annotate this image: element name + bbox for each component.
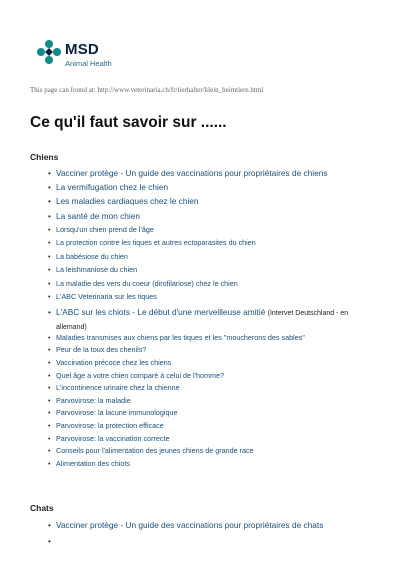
link-text[interactable]: Lorsqu'un chien prend de l'âge [56, 224, 154, 234]
link-text[interactable]: Peur de la toux des chenils? [56, 345, 147, 355]
list-item[interactable]: • La leishmaniose du chien [48, 265, 138, 275]
source-url-note: This page can found at: http://www.veterinaria.ch/fr/tierhalter/klein_heimtiere.html [30, 86, 264, 94]
list-item: • [48, 536, 51, 546]
list-item[interactable]: • Quel âge a votre chien comparé à celui de l'homme? [48, 370, 224, 380]
link-text[interactable]: L'ABC sur les chiots - Le début d'une merveilleuse amitié [56, 306, 266, 317]
link-text[interactable]: La maladie des vers du coeur (dirofilariose) chez le chien [56, 278, 238, 288]
section-heading-chiens: Chiens [30, 152, 59, 162]
link-text[interactable]: Alimentation des chiots [56, 458, 130, 468]
link-text[interactable]: La leishmaniose du chien [56, 265, 138, 275]
list-item[interactable]: • Peur de la toux des chenils? [48, 345, 147, 355]
link-text[interactable]: Vacciner protège - Un guide des vaccinations pour propriétaires de chats [56, 520, 324, 530]
section-heading-chats: Chats [30, 503, 54, 513]
list-item[interactable]: • Vacciner protège - Un guide des vaccinations pour propriétaires de chats [48, 520, 324, 530]
link-text[interactable]: La babésiose du chien [56, 251, 128, 261]
list-item[interactable]: • Alimentation des chiots [48, 458, 130, 468]
logo-subtitle: Animal Health [65, 59, 112, 68]
list-item[interactable]: • Parvovirose: la maladie [48, 395, 131, 405]
list-item[interactable]: • Parvovirose: la lacune immunologique [48, 408, 178, 418]
list-item[interactable]: • Parvovirose: la protection efficace [48, 420, 164, 430]
link-text[interactable]: Les maladies cardiaques chez le chien [56, 196, 199, 207]
list-item[interactable]: • L'ABC sur les chiots - Le début d'une merveilleuse amitié (Intervet Deutschland - en allemand) [48, 306, 349, 331]
list-item[interactable]: • La maladie des vers du coeur (dirofilariose) chez le chien [48, 278, 238, 288]
link-text[interactable]: L'ABC Veterinaria sur les tiques [56, 292, 157, 302]
link-text[interactable]: La vermifugation chez le chien [56, 182, 169, 193]
link-text[interactable]: Parvovirose: la vaccination correcte [56, 433, 170, 443]
list-item[interactable]: • La santé de mon chien [48, 210, 140, 221]
list-item[interactable]: • Parvovirose: la vaccination correcte [48, 433, 170, 443]
list-item[interactable]: • Maladies transmises aux chiens par les tiques et les "moucherons des sables" [48, 332, 305, 342]
link-text[interactable]: Parvovirose: la protection efficace [56, 420, 164, 430]
list-item[interactable]: • L'ABC Veterinaria sur les tiques [48, 292, 157, 302]
link-text[interactable]: Parvovirose: la lacune immunologique [56, 408, 178, 418]
list-item[interactable]: • La protection contre les tiques et autres ectoparasites du chien [48, 238, 256, 248]
link-text[interactable]: Vacciner protège - Un guide des vaccinations pour propriétaires de chiens [56, 168, 328, 178]
msd-logo-icon [37, 40, 61, 64]
list-item[interactable]: • Les maladies cardiaques chez le chien [48, 196, 199, 207]
list-item[interactable]: • Vacciner protège - Un guide des vaccinations pour propriétaires de chiens [48, 168, 328, 178]
link-text[interactable]: La protection contre les tiques et autres ectoparasites du chien [56, 238, 256, 248]
link-text[interactable]: Parvovirose: la maladie [56, 395, 131, 405]
cats-link-list [48, 520, 378, 550]
list-item[interactable]: • Conseils pour l'alimentation des jeunes chiens de grande race [48, 446, 254, 456]
logo-brand: MSD [65, 41, 99, 58]
link-text[interactable]: La santé de mon chien [56, 210, 140, 221]
list-item[interactable]: • La vermifugation chez le chien [48, 182, 169, 193]
list-item[interactable]: • Vaccination précoce chez les chiens [48, 357, 172, 367]
list-item[interactable]: • Lorsqu'un chien prend de l'âge [48, 224, 154, 234]
link-text[interactable]: Conseils pour l'alimentation des jeunes chiens de grande race [56, 446, 254, 456]
link-text[interactable]: Vaccination précoce chez les chiens [56, 357, 172, 367]
link-note: (Intervet Deutschland - en allemand) [56, 309, 349, 331]
link-text[interactable]: L'incontinence urinaire chez la chienne [56, 383, 180, 393]
msd-logo [37, 40, 147, 72]
link-text[interactable]: Maladies transmises aux chiens par les tiques et les "moucherons des sables" [56, 332, 305, 342]
page-title: Ce qu'il faut savoir sur ...... [30, 114, 227, 131]
dogs-link-list [48, 168, 378, 471]
list-item[interactable]: • La babésiose du chien [48, 251, 128, 261]
link-text[interactable]: Quel âge a votre chien comparé à celui de l'homme? [56, 370, 224, 380]
list-item[interactable]: • L'incontinence urinaire chez la chienne [48, 383, 180, 393]
